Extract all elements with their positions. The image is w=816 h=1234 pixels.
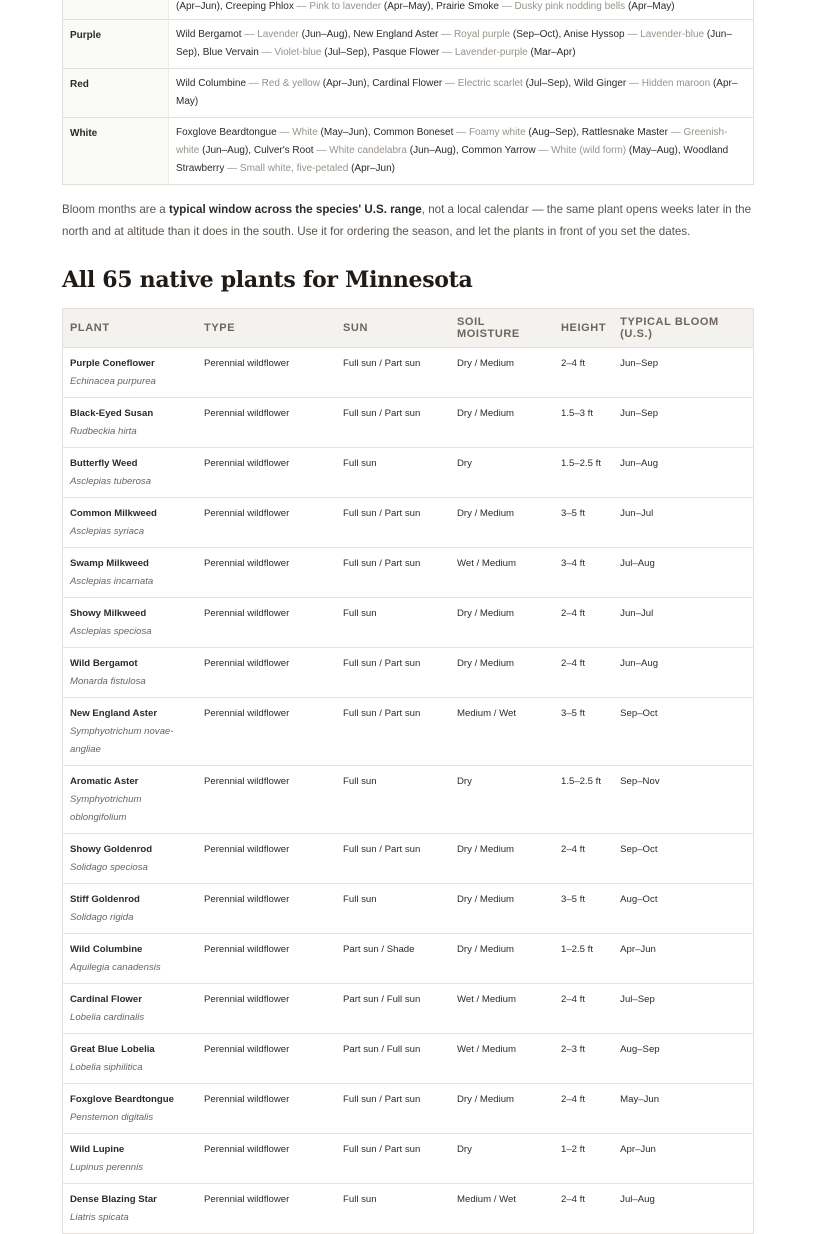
sun-requirement: Part sun / Shade <box>336 934 450 984</box>
color-plant-entry <box>373 47 576 58</box>
plant-height: 2–4 ft <box>554 648 613 698</box>
color-group-plants <box>169 118 754 185</box>
plant-type: Perennial wildflower <box>197 984 336 1034</box>
bloom-months: (Jun–Aug) <box>202 145 249 156</box>
plant-latin-name: Aquilegia canadensis <box>70 962 161 973</box>
color-plant-name: Common Yarrow <box>461 145 536 156</box>
plant-latin-name: Symphyotrichum novae-angliae <box>70 726 174 755</box>
plant-height: 2–4 ft <box>554 1184 613 1234</box>
color-plant-name: Blue Vervain <box>202 47 259 58</box>
color-plant-entry: Culver's Root — White candelabra (Jun–Aug), <box>253 145 462 156</box>
bloom-period: Jul–Sep <box>613 984 753 1034</box>
plant-height: 3–4 ft <box>554 548 613 598</box>
plant-type: Perennial wildflower <box>197 498 336 548</box>
plant-latin-name: Solidago speciosa <box>70 862 148 873</box>
dash-separator: — <box>498 1 515 12</box>
bloom-period: Apr–Jun <box>613 934 753 984</box>
plant-latin-name: Lupinus perennis <box>70 1162 144 1173</box>
table-row <box>63 1084 754 1134</box>
color-plant-entry: Anise Hyssop — Lavender-blue (Jun–Sep), <box>176 29 732 58</box>
bloom-months: (Jul–Sep) <box>324 47 368 58</box>
soil-moisture: Dry <box>450 1134 554 1184</box>
color-group-plants <box>169 20 754 69</box>
plant-common-name: Aromatic Aster <box>70 776 139 787</box>
color-group-row <box>63 69 754 118</box>
color-plant-name: Rattlesnake Master <box>581 127 668 138</box>
bloom-period: Jun–Sep <box>613 348 753 398</box>
plant-cell <box>63 548 198 598</box>
color-group-name: White <box>63 118 169 185</box>
plant-latin-name: Symphyotrichum oblongifolium <box>70 794 142 823</box>
color-plant-name: Wild Columbine <box>176 78 247 89</box>
table-row <box>63 1134 754 1184</box>
plant-cell <box>63 1134 198 1184</box>
bloom-months: (Apr–Jun) <box>322 78 367 89</box>
color-description: Red & yellow <box>261 78 320 89</box>
bloom-months: (Apr–May) <box>627 1 675 12</box>
plant-height: 3–5 ft <box>554 698 613 766</box>
plant-latin-name: Lobelia cardinalis <box>70 1012 145 1023</box>
table-row <box>63 448 754 498</box>
plant-common-name: Cardinal Flower <box>70 994 142 1005</box>
sun-requirement: Full sun <box>336 884 450 934</box>
soil-moisture: Wet / Medium <box>450 548 554 598</box>
color-plant-name: Foxglove Beardtongue <box>176 127 277 138</box>
plant-common-name: Wild Bergamot <box>70 658 138 669</box>
color-plant-entry: Foxglove Beardtongue — White (May–Jun), <box>176 127 374 138</box>
color-plant-name: Wild Ginger <box>573 78 627 89</box>
table-row <box>63 934 754 984</box>
dash-separator: — <box>453 127 469 138</box>
sun-requirement: Full sun <box>336 448 450 498</box>
plant-type: Perennial wildflower <box>197 1134 336 1184</box>
table-row <box>63 348 754 398</box>
dash-separator: — <box>241 29 258 40</box>
table-row <box>63 398 754 448</box>
sun-requirement: Full sun / Part sun <box>336 1084 450 1134</box>
soil-moisture: Dry / Medium <box>450 398 554 448</box>
color-plant-entry: Common Boneset — Foamy white (Aug–Sep), <box>373 127 582 138</box>
dash-separator: — <box>667 127 684 138</box>
color-plant-entry: New England Aster — Royal purple (Sep–Oct), <box>353 29 564 40</box>
dash-separator: — <box>293 1 310 12</box>
plant-cell <box>63 348 198 398</box>
soil-moisture: Medium / Wet <box>450 1184 554 1234</box>
sun-requirement: Full sun <box>336 766 450 834</box>
bloom-months: (Jun–Sep) <box>176 29 732 58</box>
soil-moisture: Dry <box>450 448 554 498</box>
plant-height: 2–4 ft <box>554 834 613 884</box>
bloom-months: (Aug–Sep) <box>528 127 577 138</box>
color-description: Foamy white <box>468 127 526 138</box>
table-row <box>63 1184 754 1234</box>
plant-common-name: Showy Goldenrod <box>70 844 153 855</box>
color-description: Royal purple <box>453 29 511 40</box>
table-row <box>63 884 754 934</box>
header-type: TYPE <box>197 309 336 348</box>
plant-latin-name: Asclepias speciosa <box>70 626 152 637</box>
soil-moisture: Dry / Medium <box>450 598 554 648</box>
table-row <box>63 598 754 648</box>
bloom-months: (Apr–May) <box>176 78 738 107</box>
bloom-period: Sep–Oct <box>613 698 753 766</box>
color-plant-entry: Rattlesnake Master — Greenish-white (Jun–Aug), <box>176 127 728 156</box>
plant-cell <box>63 1184 198 1234</box>
plant-cell <box>63 766 198 834</box>
plant-common-name: Purple Coneflower <box>70 358 155 369</box>
color-group-row <box>63 0 754 20</box>
plant-common-name: Dense Blazing Star <box>70 1194 157 1205</box>
plant-height: 2–4 ft <box>554 1084 613 1134</box>
bloom-period: Sep–Nov <box>613 766 753 834</box>
soil-moisture: Dry <box>450 766 554 834</box>
soil-moisture: Medium / Wet <box>450 698 554 766</box>
dash-separator: — <box>224 163 240 174</box>
bloom-months: (Mar–Apr) <box>530 47 576 58</box>
bloom-months: (Jul–Sep) <box>525 78 569 89</box>
page-content <box>62 0 754 1234</box>
sun-requirement: Full sun / Part sun <box>336 548 450 598</box>
bloom-months: (Jun–Aug) <box>409 145 456 156</box>
bloom-months: (Apr–Jun) <box>176 1 220 12</box>
plant-common-name: Butterfly Weed <box>70 458 138 469</box>
plant-latin-name: Penstemon digitalis <box>70 1112 154 1123</box>
sun-requirement: Full sun / Part sun <box>336 1134 450 1184</box>
color-plant-name: Culver's Root <box>253 145 314 156</box>
note-text-end: , not a local calendar — the same plant opens weeks later in the north and at altitude than it does in the south. Use it for ordering the season, and let the plants in front of you set the dates. <box>62 203 752 238</box>
sun-requirement: Part sun / Full sun <box>336 984 450 1034</box>
plant-height: 2–3 ft <box>554 1034 613 1084</box>
color-plant-name: Prairie Smoke <box>436 1 499 12</box>
plant-common-name: Showy Milkweed <box>70 608 147 619</box>
bloom-period: Jun–Jul <box>613 598 753 648</box>
plant-common-name: Great Blue Lobelia <box>70 1044 155 1055</box>
plant-common-name: New England Aster <box>70 708 158 719</box>
color-description: Greenish-white <box>176 127 728 156</box>
soil-moisture: Dry / Medium <box>450 934 554 984</box>
sun-requirement: Full sun / Part sun <box>336 834 450 884</box>
plant-cell <box>63 598 198 648</box>
bloom-period: Jun–Aug <box>613 448 753 498</box>
plant-cell <box>63 984 198 1034</box>
bloom-period: Jun–Sep <box>613 398 753 448</box>
plant-height: 1.5–2.5 ft <box>554 448 613 498</box>
plant-cell <box>63 1084 198 1134</box>
color-plant-entry <box>436 1 674 12</box>
dash-separator: — <box>626 78 642 89</box>
table-row <box>63 766 754 834</box>
plant-height: 1–2.5 ft <box>554 934 613 984</box>
color-description: Dusky pink nodding bells <box>514 1 626 12</box>
color-group-row <box>63 20 754 69</box>
plant-latin-name: Solidago rigida <box>70 912 134 923</box>
color-plant-name: New England Aster <box>353 29 439 40</box>
bloom-color-table <box>62 0 754 185</box>
color-plant-name: Pasque Flower <box>372 47 440 58</box>
bloom-period: May–Jun <box>613 1084 753 1134</box>
bloom-period: Jun–Aug <box>613 648 753 698</box>
dash-separator: — <box>276 127 293 138</box>
table-body <box>63 348 754 1234</box>
plant-latin-name: Lobelia siphilitica <box>70 1062 143 1073</box>
sun-requirement: Full sun / Part sun <box>336 398 450 448</box>
color-plant-name: Common Boneset <box>373 127 454 138</box>
bloom-color-table-body <box>63 0 754 185</box>
sun-requirement: Full sun <box>336 598 450 648</box>
note-emphasis: typical window across the species' U.S. range <box>168 203 422 216</box>
color-description: Lavender <box>257 29 299 40</box>
color-plant-entry: Blue Vervain — Violet-blue (Jul–Sep), <box>202 47 373 58</box>
plant-type: Perennial wildflower <box>197 1184 336 1234</box>
dash-separator: — <box>624 29 641 40</box>
plant-latin-name: Echinacea purpurea <box>70 376 156 387</box>
plant-height: 2–4 ft <box>554 348 613 398</box>
plant-type: Perennial wildflower <box>197 398 336 448</box>
plant-common-name: Wild Lupine <box>70 1144 125 1155</box>
plant-cell <box>63 698 198 766</box>
soil-moisture: Dry / Medium <box>450 498 554 548</box>
plant-cell <box>63 648 198 698</box>
plant-type: Perennial wildflower <box>197 1084 336 1134</box>
bloom-period: Jul–Aug <box>613 548 753 598</box>
plant-common-name: Common Milkweed <box>70 508 157 519</box>
plant-common-name: Swamp Milkweed <box>70 558 149 569</box>
soil-moisture: Dry / Medium <box>450 834 554 884</box>
dash-separator: — <box>535 145 552 156</box>
plant-latin-name: Monarda fistulosa <box>70 676 146 687</box>
section-title: All 65 native plants for Minnesota <box>62 267 473 293</box>
plant-type: Perennial wildflower <box>197 884 336 934</box>
color-plant-name: Anise Hyssop <box>563 29 625 40</box>
sun-requirement: Full sun <box>336 1184 450 1234</box>
plant-latin-name: Rudbeckia hirta <box>70 426 137 437</box>
plant-height: 1–2 ft <box>554 1134 613 1184</box>
native-plants-table <box>62 308 754 1234</box>
color-description: White <box>292 127 318 138</box>
bloom-period: Jul–Aug <box>613 1184 753 1234</box>
sun-requirement: Full sun / Part sun <box>336 698 450 766</box>
plant-common-name: Stiff Goldenrod <box>70 894 140 905</box>
plant-cell <box>63 498 198 548</box>
color-description: Violet-blue <box>274 47 322 58</box>
plant-latin-name: Asclepias syriaca <box>70 526 145 537</box>
header-sun: SUN <box>336 309 450 348</box>
color-description: Lavender-purple <box>454 47 528 58</box>
plant-type: Perennial wildflower <box>197 548 336 598</box>
plant-type: Perennial wildflower <box>197 834 336 884</box>
color-plant-entry: Creeping Phlox — Pink to lavender (Apr–May), <box>225 1 437 12</box>
color-description: Pink to lavender <box>309 1 382 12</box>
soil-moisture: Wet / Medium <box>450 1034 554 1084</box>
color-description: Lavender-blue <box>640 29 705 40</box>
color-description: White candelabra <box>329 145 407 156</box>
color-description: Electric scarlet <box>457 78 523 89</box>
sun-requirement: Full sun / Part sun <box>336 648 450 698</box>
note-text-start: Bloom months are a <box>62 203 169 216</box>
bloom-period: Aug–Oct <box>613 884 753 934</box>
sun-requirement: Full sun / Part sun <box>336 498 450 548</box>
bloom-period: Sep–Oct <box>613 834 753 884</box>
soil-moisture: Wet / Medium <box>450 984 554 1034</box>
sun-requirement: Full sun / Part sun <box>336 348 450 398</box>
table-row <box>63 698 754 766</box>
bloom-period: Aug–Sep <box>613 1034 753 1084</box>
table-row <box>63 834 754 884</box>
table-row <box>63 498 754 548</box>
plant-height: 1.5–2.5 ft <box>554 766 613 834</box>
plant-cell <box>63 934 198 984</box>
soil-moisture: Dry / Medium <box>450 884 554 934</box>
dash-separator: — <box>246 78 262 89</box>
plant-type: Perennial wildflower <box>197 766 336 834</box>
color-group-plants <box>169 69 754 118</box>
plant-cell <box>63 398 198 448</box>
dash-separator: — <box>258 47 275 58</box>
plant-latin-name: Asclepias tuberosa <box>70 476 152 487</box>
sun-requirement: Part sun / Full sun <box>336 1034 450 1084</box>
color-plant-name: Woodland Strawberry <box>176 145 729 174</box>
plant-cell <box>63 834 198 884</box>
plant-cell <box>63 884 198 934</box>
plant-height: 3–5 ft <box>554 884 613 934</box>
color-description: Small white, five-petaled <box>239 163 349 174</box>
plant-latin-name: Liatris spicata <box>70 1212 129 1223</box>
table-row <box>63 548 754 598</box>
table-header <box>63 309 754 348</box>
header-typical-bloom: TYPICAL BLOOM (U.S.) <box>613 309 753 348</box>
bloom-period: Apr–Jun <box>613 1134 753 1184</box>
soil-moisture: Dry / Medium <box>450 348 554 398</box>
soil-moisture: Dry / Medium <box>450 1084 554 1134</box>
bloom-months: (May–Jun) <box>320 127 368 138</box>
color-plant-entry: (Apr–Jun), <box>176 1 226 12</box>
color-plant-entry: Wild Columbine — Red & yellow (Apr–Jun), <box>176 78 373 89</box>
bloom-months: (Apr–May) <box>383 1 431 12</box>
bloom-period: Jun–Jul <box>613 498 753 548</box>
color-plant-name: Wild Bergamot <box>176 29 242 40</box>
table-row <box>63 1034 754 1084</box>
table-header-row <box>63 309 754 348</box>
color-group-row <box>63 118 754 185</box>
bloom-months: (Sep–Oct) <box>512 29 559 40</box>
plant-type: Perennial wildflower <box>197 934 336 984</box>
table-row <box>63 648 754 698</box>
color-group-plants <box>169 0 754 20</box>
dash-separator: — <box>439 47 455 58</box>
header-soil-moisture: SOIL MOISTURE <box>450 309 554 348</box>
color-plant-name: Cardinal Flower <box>372 78 443 89</box>
dash-separator: — <box>438 29 454 40</box>
color-description: Hidden maroon <box>641 78 711 89</box>
dash-separator: — <box>313 145 330 156</box>
header-height: HEIGHT <box>554 309 613 348</box>
plant-cell <box>63 448 198 498</box>
plant-common-name: Foxglove Beardtongue <box>70 1094 174 1105</box>
plant-height: 1.5–3 ft <box>554 398 613 448</box>
plant-type: Perennial wildflower <box>197 1034 336 1084</box>
plant-type: Perennial wildflower <box>197 648 336 698</box>
color-plant-entry: Common Yarrow — White (wild form) (May–Aug), <box>461 145 684 156</box>
plant-height: 2–4 ft <box>554 598 613 648</box>
plant-type: Perennial wildflower <box>197 348 336 398</box>
bloom-months: (May–Aug) <box>628 145 678 156</box>
plant-common-name: Black-Eyed Susan <box>70 408 154 419</box>
color-plant-name: Creeping Phlox <box>225 1 294 12</box>
color-group-name <box>63 0 169 20</box>
color-group-name: Purple <box>63 20 169 69</box>
plant-type: Perennial wildflower <box>197 698 336 766</box>
color-plant-entry: Wild Bergamot — Lavender (Jun–Aug), <box>176 29 354 40</box>
plant-latin-name: Asclepias incarnata <box>70 576 154 587</box>
plant-type: Perennial wildflower <box>197 598 336 648</box>
header-plant: PLANT <box>63 309 198 348</box>
bloom-months: (Apr–Jun) <box>351 163 395 174</box>
soil-moisture: Dry / Medium <box>450 648 554 698</box>
bloom-months-note <box>62 199 754 243</box>
color-group-name: Red <box>63 69 169 118</box>
table-row <box>63 984 754 1034</box>
plant-height: 2–4 ft <box>554 984 613 1034</box>
plant-type: Perennial wildflower <box>197 448 336 498</box>
color-plant-entry: Cardinal Flower — Electric scarlet (Jul–Sep), <box>372 78 574 89</box>
color-description: White (wild form) <box>551 145 627 156</box>
plant-height: 3–5 ft <box>554 498 613 548</box>
dash-separator: — <box>442 78 458 89</box>
plant-cell <box>63 1034 198 1084</box>
bloom-months: (Jun–Aug) <box>301 29 348 40</box>
plant-common-name: Wild Columbine <box>70 944 143 955</box>
